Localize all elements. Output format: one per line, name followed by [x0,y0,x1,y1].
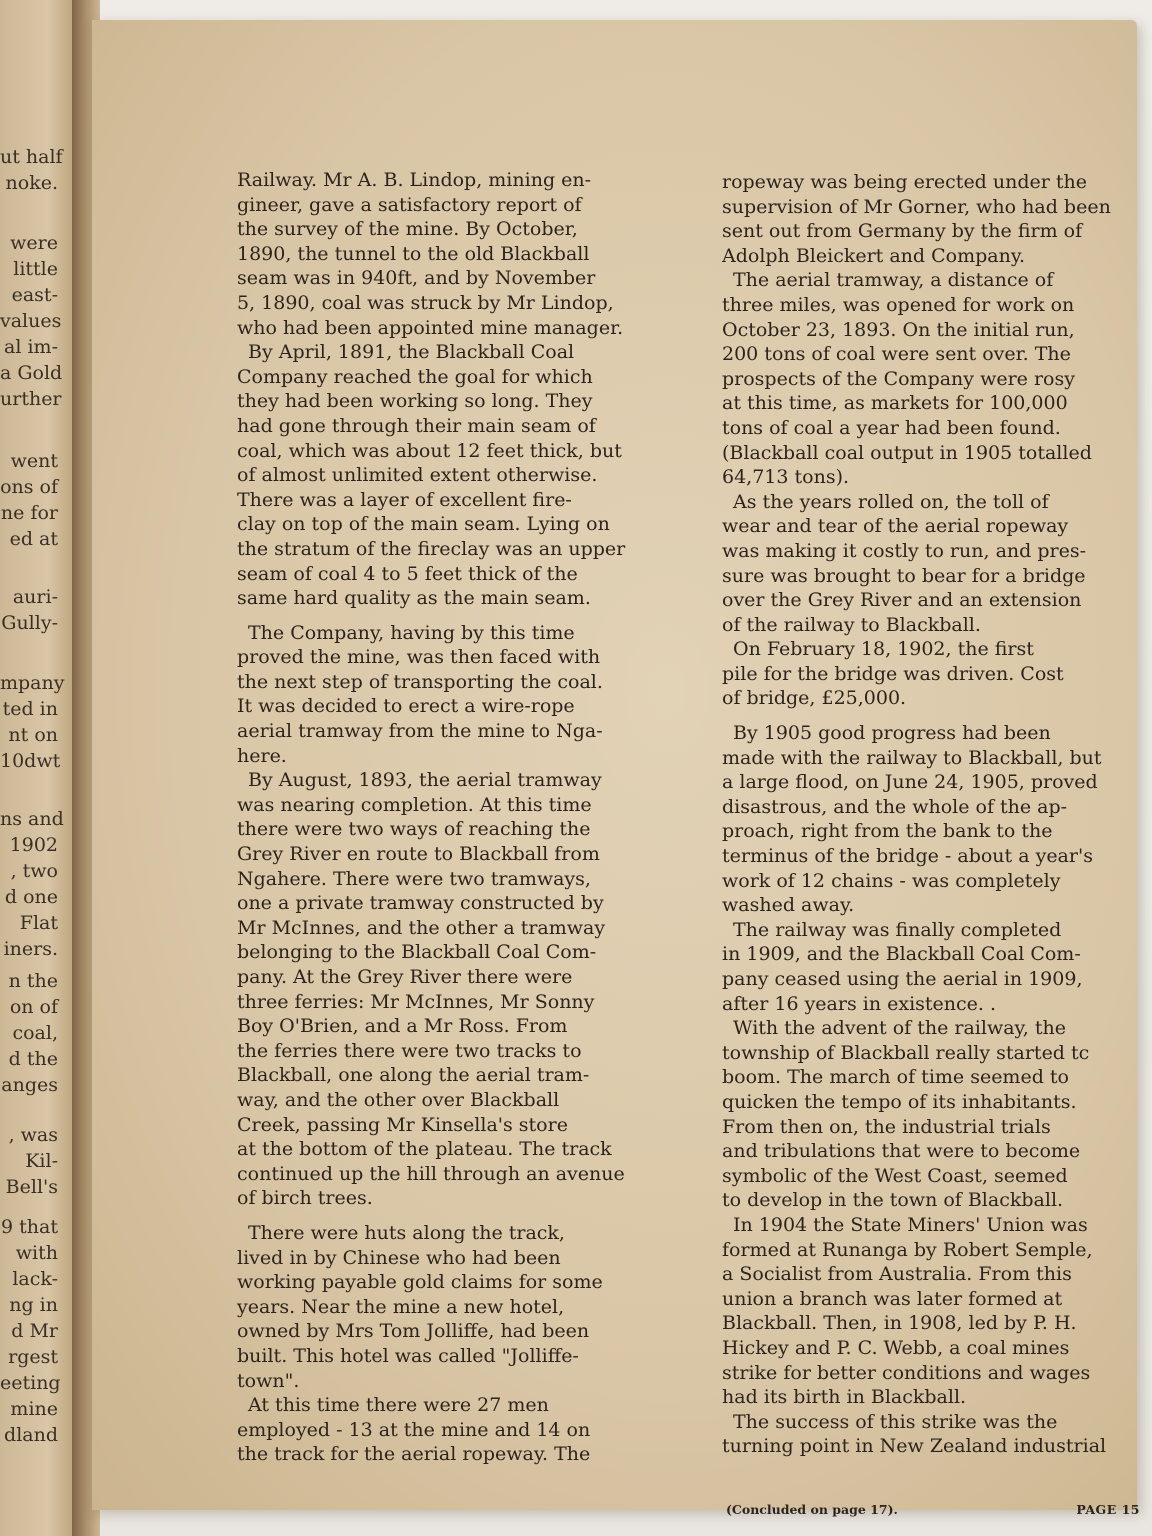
text-line: 64,713 tons). [722,466,850,489]
text-line: continued up the hill through an avenue [237,1162,625,1185]
facing-page-fragment: d one [4,886,58,908]
text-line: Hickey and P. C. Webb, a coal mines [722,1336,1070,1359]
facing-page-fragment: , was [8,1124,58,1146]
text-line: supervision of Mr Gorner, who had been [722,195,1111,218]
text-line: in 1909, and the Blackball Coal Com- [722,943,1081,966]
paragraph [237,168,665,340]
text-line: clay on top of the main seam. Lying on [237,513,610,536]
text-line: There was a layer of excellent fire- [237,488,572,511]
facing-page-fragment: al im- [4,336,58,358]
text-line: after 16 years in existence. . [722,992,997,1015]
text-line: made with the railway to Blackball, but [722,746,1102,769]
text-line: Company reached the goal for which [237,365,593,388]
text-line: By August, 1893, the aerial tramway [248,769,602,792]
facing-page-fragment: mine [10,1398,58,1420]
paragraph [722,721,1148,918]
facing-page-fragment: 10dwt [0,750,61,772]
right-column [722,170,1148,1459]
facing-page-fragment: ne for [0,502,58,524]
text-line: pany ceased using the aerial in 1909, [722,968,1083,990]
text-line: tons of coal a year had been found. [722,416,1061,439]
paragraph-gap [722,711,1148,721]
text-line: By 1905 good progress had been [733,722,1051,745]
text-line: wear and tear of the aerial ropeway [722,515,1069,538]
text-line: Railway. Mr A. B. Lindop, mining en- [237,169,592,191]
text-line: and tribulations that were to become [722,1140,1081,1163]
facing-page-fragment: n the [8,970,58,992]
text-line: seam of coal 4 to 5 feet thick of the [237,562,578,585]
text-line: the track for the aerial ropeway. The [237,1443,591,1466]
facing-page-fragment: d Mr [11,1320,58,1342]
paragraph-gap [237,611,665,621]
text-line: coal, which was about 12 feet thick, but [237,439,622,462]
text-line: union a branch was later formed at [722,1287,1063,1310]
paragraph [237,621,665,769]
paragraph [237,340,665,611]
text-line: three miles, was opened for work on [722,293,1075,316]
text-line: 1890, the tunnel to the old Blackball [237,242,590,265]
facing-page-fragment: nt on [8,724,58,746]
text-line: to develop in the town of Blackball. [722,1189,1064,1212]
facing-page-fragment: east- [11,284,58,306]
paragraph-gap [237,1211,665,1221]
text-line: washed away. [722,894,855,917]
text-line: sent out from Germany by the firm of [722,220,1083,243]
facing-page-fragment: noke. [5,172,58,194]
text-line: Creek, passing Mr Kinsella's store [237,1113,568,1136]
text-line: sure was brought to bear for a bridge [722,564,1086,587]
text-line: There were huts along the track, [248,1221,565,1244]
text-line: At this time there were 27 men [248,1394,549,1417]
facing-page-fragment: ted in [2,698,58,720]
facing-page-fragment: 9 that [1,1216,58,1238]
facing-page-fragment: Flat [19,912,58,934]
text-line: township of Blackball really started tc [722,1041,1090,1064]
text-line: a large flood, on June 24, 1905, proved [722,771,1098,794]
facing-page-fragment: d the [8,1048,58,1070]
facing-page-fragment: auri- [12,586,58,608]
facing-page-fragment: ed at [9,528,58,550]
facing-page-fragment: ng in [9,1294,58,1316]
text-line: had its birth in Blackball. [722,1386,967,1409]
facing-page-fragment: went [10,450,58,472]
facing-page-fragment: lack- [12,1268,58,1290]
paragraph [237,768,665,1211]
paragraph [722,268,1148,489]
text-line: way, and the other over Blackball [237,1088,560,1111]
facing-page-fragment: eeting [0,1372,61,1394]
page [92,20,1140,1517]
text-line: same hard quality as the main seam. [237,587,591,610]
text-line: The railway was finally completed [733,918,1062,941]
text-line: was nearing completion. At this time [237,793,592,816]
text-line: formed at Runanga by Robert Semple, [722,1238,1093,1261]
text-line: work of 12 chains - was completely [722,869,1061,892]
text-line: October 23, 1893. On the initial run, [722,318,1075,341]
text-line: Adolph Bleickert and Company. [722,244,1026,267]
paragraph [722,1410,1148,1459]
text-line: 200 tons of coal were sent over. The [722,343,1071,366]
text-line: In 1904 the State Miners' Union was [733,1213,1088,1236]
text-line: there were two ways of reaching the [237,818,591,841]
facing-page-fragment: ns and [0,808,64,830]
facing-page-fragment: values [0,310,62,332]
facing-page-fragment: ons of [0,476,58,498]
continuation-note: (Concluded on page 17). [726,1502,898,1517]
facing-page-fragment: 1902 [9,834,58,856]
text-line: here. [237,744,287,767]
facing-page-fragment: were [10,232,58,254]
text-line: The aerial tramway, a distance of [733,269,1054,292]
facing-page-fragment: with [15,1242,58,1264]
text-line: working payable gold claims for some [237,1271,603,1294]
text-line: Blackball. Then, in 1908, led by P. H. [722,1312,1077,1335]
text-line: The Company, having by this time [248,621,575,644]
text-line: disastrous, and the whole of the ap- [722,795,1068,818]
text-line: boom. The march of time seemed to [722,1066,1069,1089]
text-line: quicken the tempo of its inhabitants. [722,1090,1077,1113]
facing-page-fragment: a Gold [0,362,63,384]
text-line: town". [237,1369,300,1392]
paragraph [237,1393,665,1467]
text-line: With the advent of the railway, the [733,1017,1066,1040]
text-line: Ngahere. There were two tramways, [237,867,591,890]
text-line: strike for better conditions and wages [722,1361,1091,1384]
left-column [237,168,665,1467]
text-line: gineer, gave a satisfactory report of [237,193,582,216]
text-line: (Blackball coal output in 1905 totalled [722,441,1092,464]
facing-page-fragment: urther [0,388,62,410]
facing-page-fragment: dland [4,1424,58,1446]
facing-page-fragment: Kil- [25,1150,58,1172]
text-line: over the Grey River and an extension [722,589,1082,612]
text-line: pany. At the Grey River there were [237,966,573,988]
text-line: It was decided to erect a wire-rope [237,695,575,718]
text-line: who had been appointed mine manager. [237,316,624,339]
text-line: The success of this strike was the [733,1410,1058,1433]
text-line: the ferries there were two tracks to [237,1039,582,1062]
text-line: of bridge, £25,000. [722,687,907,710]
text-line: years. Near the mine a new hotel, [237,1295,565,1318]
text-line: ropeway was being erected under the [722,171,1088,193]
paragraph [237,1221,665,1393]
facing-page-fragment: Bell's [5,1176,58,1198]
text-line: the next step of transporting the coal. [237,670,603,693]
facing-page-fragment: rgest [8,1346,58,1368]
facing-page-edge [0,0,80,1536]
text-line: at this time, as markets for 100,000 [722,392,1068,415]
text-line: symbolic of the West Coast, seemed [722,1164,1068,1187]
facing-page-fragment: anges [1,1074,58,1096]
facing-page-fragment: on of [9,996,58,1018]
text-line: lived in by Chinese who had been [237,1246,561,1269]
page-footer [722,1502,1148,1522]
text-line: Blackball, one along the aerial tram- [237,1064,590,1087]
paragraph [722,170,1148,268]
facing-page-fragment: coal, [12,1022,58,1044]
paragraph [722,1016,1148,1213]
text-line: prospects of the Company were rosy [722,367,1075,390]
text-line: proach, right from the bank to the [722,820,1053,843]
text-line: Mr McInnes, and the other a tramway [237,916,606,939]
paragraph [722,637,1148,711]
text-line: seam was in 940ft, and by November [237,267,596,290]
facing-page-fragment: mpany [0,672,65,694]
text-line: proved the mine, was then faced with [237,646,601,669]
text-line: On February 18, 1902, the first [733,638,1034,661]
text-line: As the years rolled on, the toll of [733,490,1049,513]
text-line: employed - 13 at the mine and 14 on [237,1418,591,1441]
text-line: the stratum of the fireclay was an upper [237,537,626,560]
text-line: the survey of the mine. By October, [237,218,578,241]
text-line: one a private tramway constructed by [237,892,604,915]
text-line: was making it costly to run, and pres- [722,539,1086,562]
text-line: Boy O'Brien, and a Mr Ross. From [237,1015,568,1038]
facing-page-fragment: , two [10,860,58,882]
page-number: PAGE 15 [1076,1502,1140,1517]
text-line: had gone through their main seam of [237,414,596,437]
text-line: a Socialist from Australia. From this [722,1263,1072,1286]
facing-page-fragment: iners. [3,938,58,960]
paragraph [722,1213,1148,1410]
text-line: pile for the bridge was driven. Cost [722,662,1064,685]
facing-page-fragment: ut half [0,146,63,168]
text-line: of the railway to Blackball. [722,613,981,636]
facing-page-fragment: Gully- [1,612,58,634]
facing-page-fragment: little [13,258,58,280]
text-line: owned by Mrs Tom Jolliffe, had been [237,1320,590,1343]
text-line: at the bottom of the plateau. The track [237,1138,612,1161]
text-line: By April, 1891, the Blackball Coal [248,341,575,364]
text-line: turning point in New Zealand industrial [722,1435,1107,1458]
text-line: built. This hotel was called "Jolliffe- [237,1344,579,1367]
paragraph [722,918,1148,1016]
text-line: terminus of the bridge - about a year's [722,845,1093,868]
text-line: 5, 1890, coal was struck by Mr Lindop, [237,291,614,314]
text-line: Grey River en route to Blackball from [237,843,600,866]
text-line: of almost unlimited extent otherwise. [237,464,598,487]
text-line: they had been working so long. They [237,390,593,413]
text-line: of birch trees. [237,1187,373,1210]
text-line: aerial tramway from the mine to Nga- [237,720,603,743]
text-line: From then on, the industrial trials [722,1115,1051,1138]
text-line: three ferries: Mr McInnes, Mr Sonny [237,990,595,1013]
text-line: belonging to the Blackball Coal Com- [237,941,597,964]
paragraph [722,490,1148,638]
